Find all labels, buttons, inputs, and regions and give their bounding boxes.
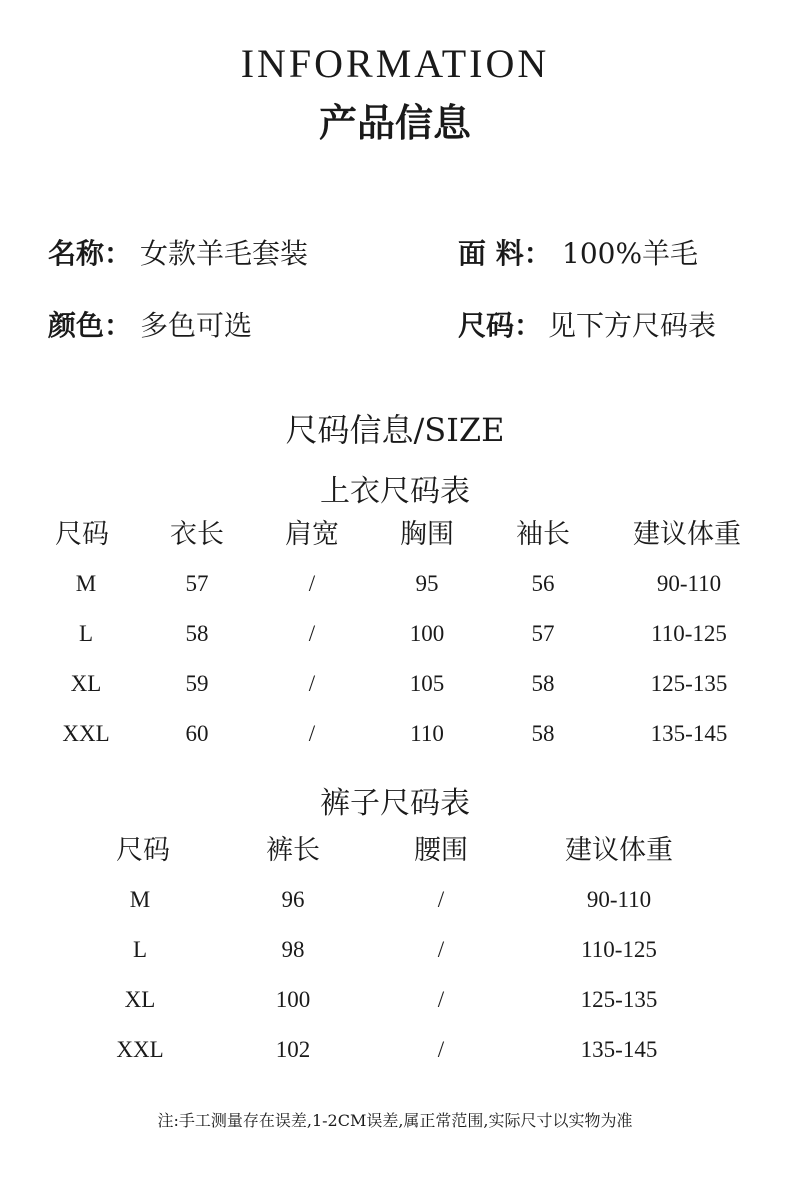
table-row: [0, 987, 790, 1027]
pants-table-title: 裤子尺码表: [320, 786, 470, 821]
header-weight: 建议体重: [633, 519, 741, 550]
cell-chest: 105: [409, 671, 445, 696]
name-value: 女款羊毛套装: [140, 237, 309, 270]
table-row: [0, 937, 790, 977]
cell-shoulder: /: [308, 671, 316, 696]
color-value: 多色可选: [140, 309, 253, 342]
cell-weight: 110-125: [581, 937, 657, 962]
cell-length: 58: [185, 621, 209, 646]
cell-weight: 110-125: [651, 621, 727, 646]
header-sleeve: 袖长: [516, 519, 570, 550]
size-label: 尺码：: [458, 309, 543, 342]
cell-waist: /: [437, 987, 445, 1012]
measurement-note: 注:手工测量存在误差,1-2CM误差,属正常范围,实际尺寸以实物为准: [157, 1111, 633, 1130]
cell-pants-length: 100: [275, 987, 311, 1012]
material-label: 面 料：: [458, 237, 552, 270]
cell-chest: 110: [410, 721, 444, 746]
header-length: 衣长: [170, 519, 224, 550]
size-section-title: 尺码信息/SIZE: [285, 411, 505, 449]
cell-waist: /: [437, 887, 445, 912]
cell-waist: /: [437, 937, 445, 962]
top-table-header-row: [0, 512, 790, 552]
table-row: [0, 571, 790, 611]
cell-shoulder: /: [308, 621, 316, 646]
cell-pants-length: 96: [281, 887, 305, 912]
title-chinese: 产品信息: [318, 100, 471, 145]
header-chest: 胸围: [400, 519, 454, 550]
cell-weight: 90-110: [586, 887, 652, 912]
title-english: INFORMATION: [240, 41, 550, 86]
cell-chest: 95: [415, 571, 439, 596]
top-table-title: 上衣尺码表: [320, 474, 470, 509]
header-size: 尺码: [116, 835, 170, 866]
table-row: [0, 621, 790, 661]
cell-sleeve: 58: [531, 671, 555, 696]
table-row: [0, 671, 790, 711]
cell-shoulder: /: [308, 571, 316, 596]
cell-size: XL: [70, 671, 102, 696]
table-row: [0, 721, 790, 761]
cell-length: 59: [185, 671, 209, 696]
header-waist: 腰围: [414, 835, 468, 866]
size-value: 见下方尺码表: [548, 309, 717, 342]
cell-size: M: [129, 887, 151, 912]
cell-shoulder: /: [308, 721, 316, 746]
cell-sleeve: 57: [531, 621, 555, 646]
material-value: 100%羊毛: [562, 237, 699, 270]
cell-size: XXL: [116, 1037, 164, 1062]
cell-length: 57: [185, 571, 209, 596]
cell-pants-length: 98: [281, 937, 305, 962]
pants-table-header-row: [0, 828, 790, 868]
cell-waist: /: [437, 1037, 445, 1062]
cell-size: M: [75, 571, 97, 596]
cell-length: 60: [185, 721, 209, 746]
cell-weight: 135-145: [650, 721, 728, 746]
cell-size: L: [132, 937, 148, 962]
header-pants-length: 裤长: [266, 835, 320, 866]
cell-sleeve: 56: [531, 571, 555, 596]
cell-size: XXL: [62, 721, 110, 746]
cell-weight: 135-145: [580, 1037, 658, 1062]
color-label: 颜色：: [48, 309, 133, 342]
table-row: [0, 1037, 790, 1077]
cell-chest: 100: [409, 621, 445, 646]
cell-size: L: [78, 621, 94, 646]
name-label: 名称：: [48, 237, 133, 270]
cell-weight: 90-110: [656, 571, 722, 596]
cell-pants-length: 102: [275, 1037, 311, 1062]
header-size: 尺码: [55, 519, 109, 550]
cell-sleeve: 58: [531, 721, 555, 746]
header-shoulder: 肩宽: [285, 519, 339, 550]
cell-weight: 125-135: [580, 987, 658, 1012]
table-row: [0, 887, 790, 927]
cell-weight: 125-135: [650, 671, 728, 696]
header-weight: 建议体重: [565, 835, 673, 866]
cell-size: XL: [124, 987, 156, 1012]
